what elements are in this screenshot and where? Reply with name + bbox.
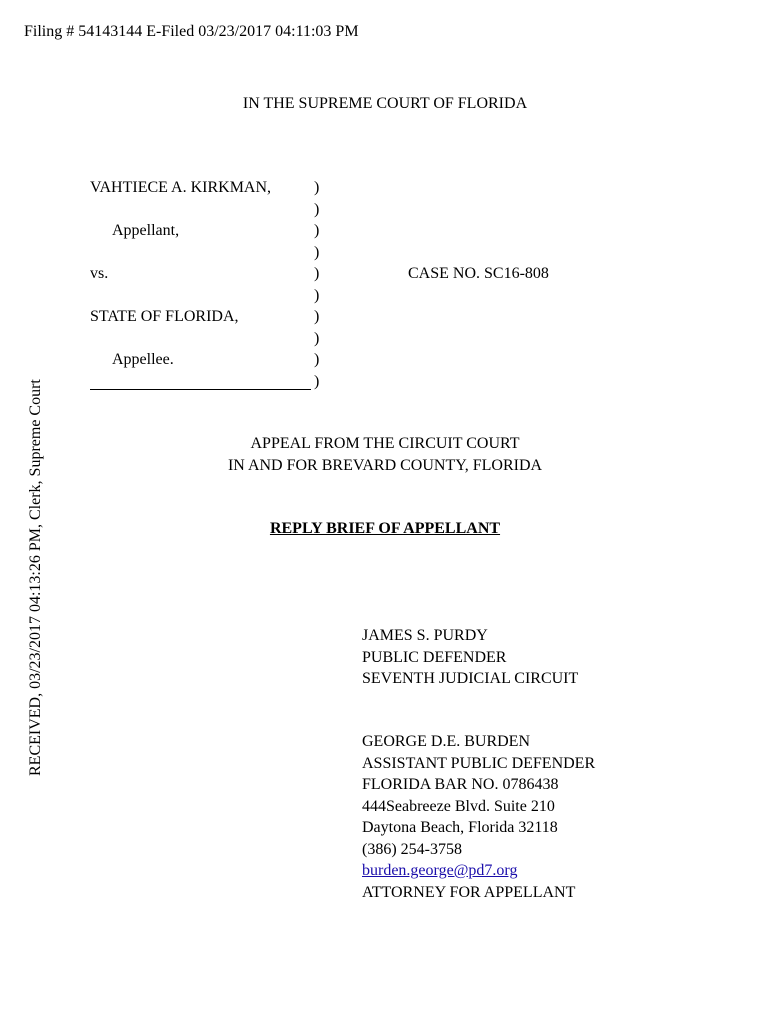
counsel-phone: (386) 254-3758 <box>362 840 462 858</box>
appellant-role: Appellant, <box>112 222 180 239</box>
caption-paren: ) <box>314 222 320 239</box>
caption-paren: ) <box>314 308 320 325</box>
public-defender-title: PUBLIC DEFENDER <box>362 648 507 666</box>
caption-paren: ) <box>314 286 320 304</box>
appellant-name: VAHTIECE A. KIRKMAN, <box>90 179 272 196</box>
appeal-from <box>0 436 770 480</box>
caption-parentheses <box>314 180 319 395</box>
caption-underline <box>90 375 311 390</box>
counsel-address-line2: Daytona Beach, Florida 32118 <box>362 819 558 836</box>
caption-paren: ) <box>314 351 320 368</box>
counsel-email-link[interactable]: burden.george@pd7.org <box>362 862 518 879</box>
public-defender-name: JAMES S. PURDY <box>362 627 488 644</box>
caption-paren: ) <box>314 200 320 218</box>
counsel-name: GEORGE D.E. BURDEN <box>362 733 530 750</box>
appellee-name: STATE OF FLORIDA, <box>90 308 239 325</box>
caption-paren: ) <box>314 243 320 261</box>
counsel-title: ASSISTANT PUBLIC DEFENDER <box>362 754 596 772</box>
caption-paren: ) <box>314 265 320 282</box>
public-defender-circuit: SEVENTH JUDICIAL CIRCUIT <box>362 670 579 687</box>
versus: vs. <box>90 265 109 282</box>
appeal-from-line1: APPEAL FROM THE CIRCUIT COURT <box>250 435 520 452</box>
counsel-role: ATTORNEY FOR APPELLANT <box>362 883 576 901</box>
counsel-block <box>362 734 595 906</box>
caption-paren: ) <box>314 329 320 347</box>
brief-title: REPLY BRIEF OF APPELLANT <box>269 520 501 537</box>
case-number: CASE NO. SC16-808 <box>408 265 549 282</box>
public-defender-block <box>362 628 578 693</box>
case-caption-parties <box>90 180 311 395</box>
counsel-address-line1: 444Seabreeze Blvd. Suite 210 <box>362 797 555 815</box>
appeal-from-line2: IN AND FOR BREVARD COUNTY, FLORIDA <box>227 457 543 474</box>
caption-paren: ) <box>314 179 320 196</box>
court-title: IN THE SUPREME COURT OF FLORIDA <box>242 95 528 112</box>
counsel-bar-number: FLORIDA BAR NO. 0786438 <box>362 776 559 793</box>
filing-header: Filing # 54143144 E-Filed 03/23/2017 04:11:03 PM <box>24 23 359 40</box>
received-stamp: RECEIVED, 03/23/2017 04:13:26 PM, Clerk, Supreme Court <box>27 379 44 776</box>
caption-paren: ) <box>314 372 320 390</box>
appellee-role: Appellee. <box>112 351 174 368</box>
